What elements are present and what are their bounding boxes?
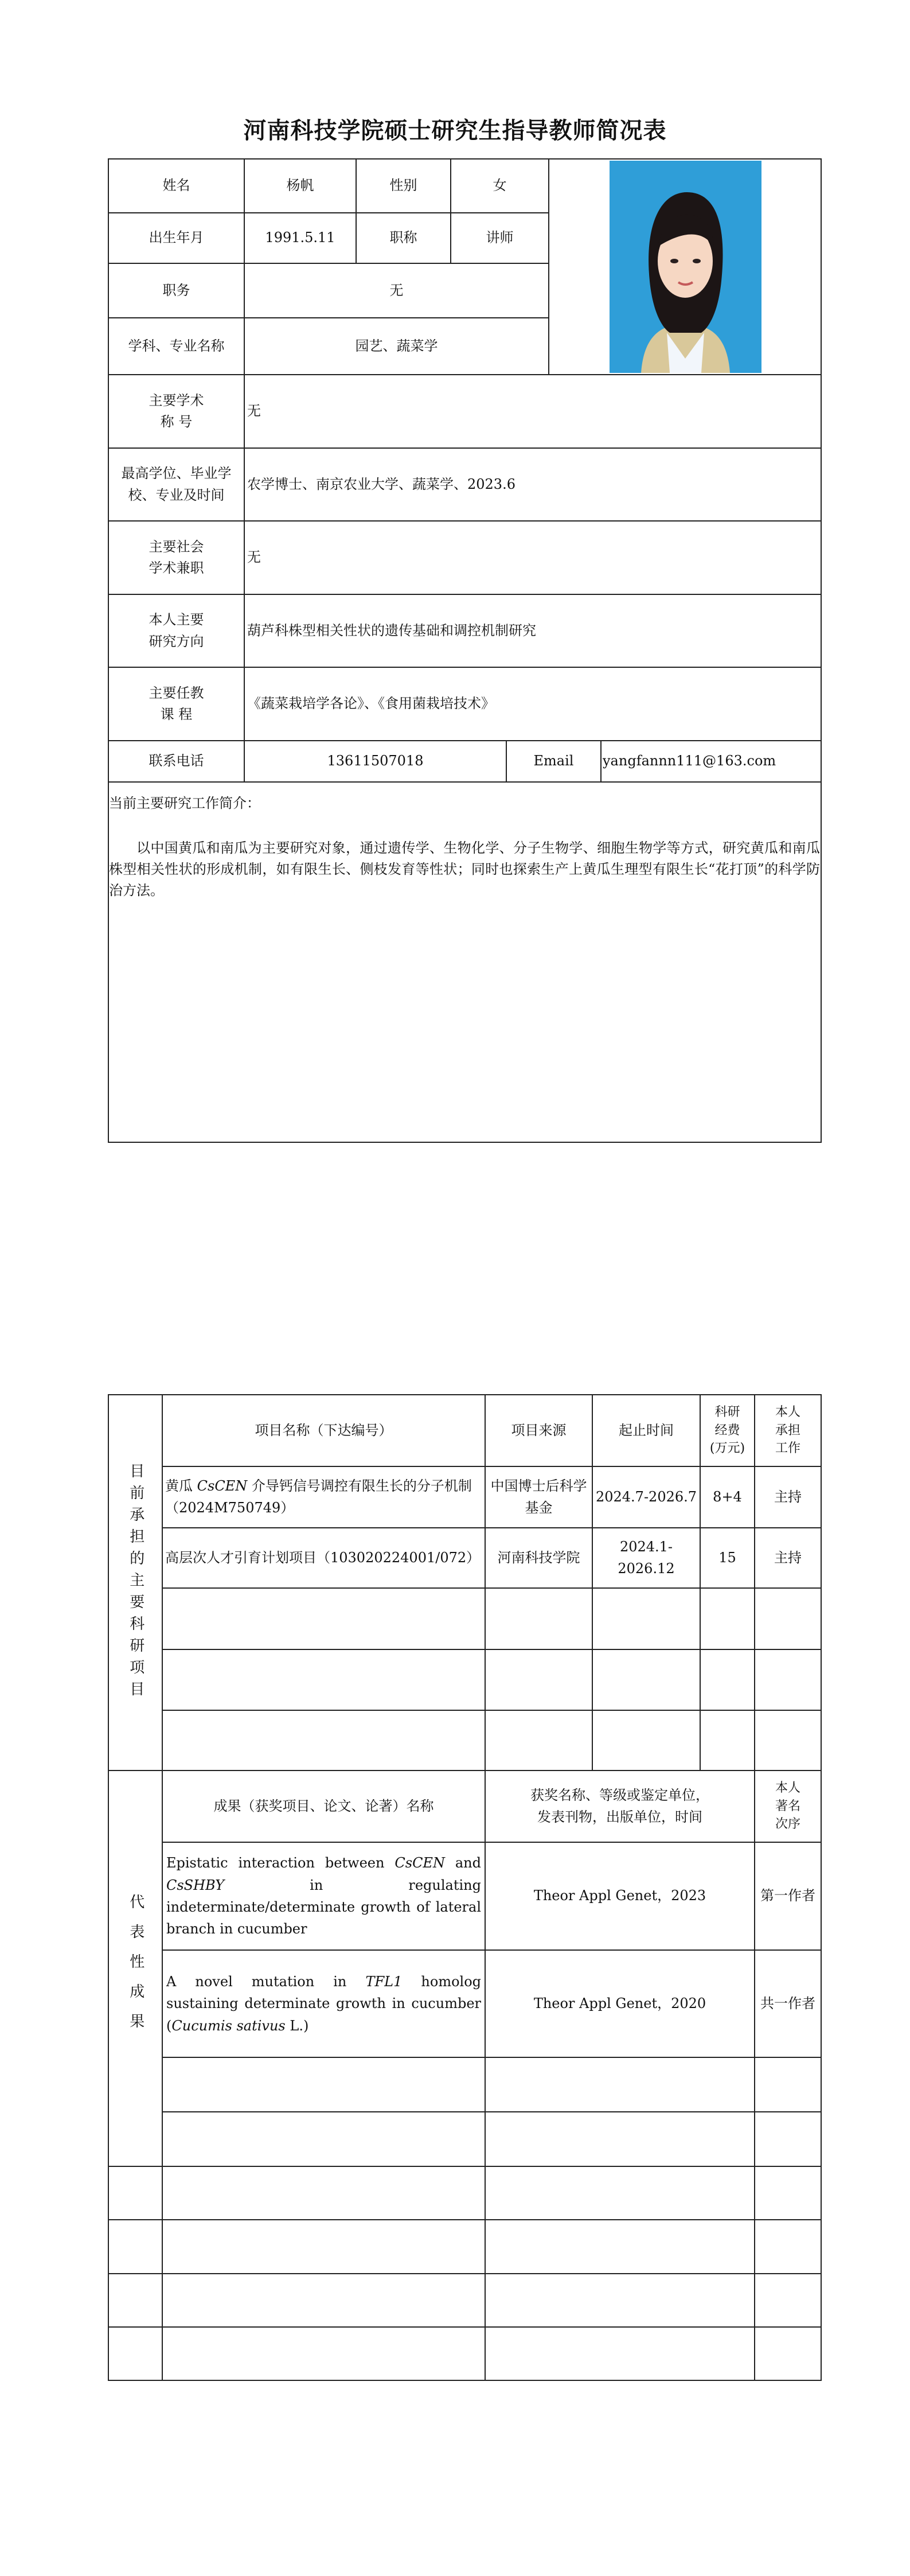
project-row-2-source: 河南科技学院 <box>497 1549 580 1566</box>
row-divider <box>162 2111 822 2112</box>
achievements-side-label-text: 代表性成果 <box>127 1894 144 2043</box>
achievement-title-text <box>166 1852 481 1940</box>
degree-label <box>109 449 244 520</box>
header-author-order <box>755 1771 821 1842</box>
discipline-label: 学科、专业名称 <box>128 337 225 354</box>
research-label-line2: 研究方向 <box>149 633 204 649</box>
project-row-1-funding: 8+4 <box>713 1488 742 1505</box>
courses-label <box>109 668 244 740</box>
honors-label <box>109 375 244 448</box>
row-divider <box>108 2219 822 2220</box>
project-row-1-source: 中国博士后科学基金 <box>490 1478 587 1516</box>
achievement-row-2-title <box>163 1951 485 2057</box>
social-label-line2: 学术兼职 <box>149 560 204 576</box>
projects-side-label-text: 目前承担的主要科研项目 <box>127 1462 144 1703</box>
row-divider <box>162 1649 822 1650</box>
degree-label-line2: 校、专业及时间 <box>128 487 225 503</box>
birth-value: 1991.5.11 <box>265 229 335 246</box>
projects-side-label <box>109 1395 162 1770</box>
achievement-title-text <box>166 1971 481 2037</box>
title-gene: CsSHBY <box>166 1877 225 1893</box>
phone-label: 联系电话 <box>149 753 204 769</box>
header-role-line3: 工作 <box>775 1441 800 1456</box>
phone-value: 13611507018 <box>327 753 424 769</box>
achievement-row-1-venue: Theor Appl Genet，2023 <box>533 1888 706 1904</box>
research-label <box>109 595 244 667</box>
degree-value: 农学博士、南京农业大学、蔬菜学、2023.6 <box>247 476 515 492</box>
title-gene: CsCEN <box>395 1855 445 1871</box>
header-role-line1: 本人 <box>775 1404 800 1419</box>
achievement-row-1-title <box>163 1843 485 1949</box>
name-label: 姓名 <box>162 177 190 194</box>
header-funding <box>701 1395 754 1466</box>
name-value: 杨帆 <box>286 177 314 194</box>
project-gene-name: CsCEN <box>197 1478 248 1495</box>
row-divider <box>108 2166 822 2167</box>
header-funding-line3: (万元) <box>709 1441 745 1456</box>
project-name-part: 介导钙信号调控有限生长的分子机制（2024M750749） <box>165 1478 472 1516</box>
header-funding-line1: 科研 <box>714 1404 740 1419</box>
honors-label-line1: 主要学术 <box>149 392 204 408</box>
achievement-row-2-venue: Theor Appl Genet，2020 <box>533 1995 706 2011</box>
title-part: A novel mutation in <box>166 1973 366 1990</box>
document-title: 河南科技学院硕士研究生指导教师简况表 <box>243 118 667 144</box>
project-row-2-period: 2024.1-2026.12 <box>618 1539 675 1577</box>
gender-value: 女 <box>493 177 507 194</box>
gender-label: 性别 <box>389 177 417 194</box>
summary-body: 以中国黄瓜和南瓜为主要研究对象，通过遗传学、生物化学、分子生物学、细胞生物学等方式，研究黄瓜和南瓜株型相关性状的形成机制，如有限生长、侧枝发育等性状；同时也探索生产上黄瓜生理型有限生长“花打顶”的科学防治方法。 <box>109 840 820 899</box>
col-divider <box>548 158 549 374</box>
courses-value: 《蔬菜栽培学各论》、《食用菌栽培技术》 <box>247 695 495 712</box>
header-project-period: 起止时间 <box>619 1422 674 1438</box>
position-value: 无 <box>389 282 404 298</box>
research-value: 葫芦科株型相关性状的遗传基础和调控机制研究 <box>247 622 536 639</box>
project-row-2-funding: 15 <box>718 1549 736 1566</box>
email-label: Email <box>533 753 574 769</box>
project-row-1-role: 主持 <box>774 1488 802 1505</box>
header-achievement-venue <box>486 1771 754 1842</box>
row-divider <box>162 2057 822 2058</box>
social-value: 无 <box>247 549 261 566</box>
courses-label-line2: 课 程 <box>160 706 193 722</box>
title-part: and <box>444 1855 481 1871</box>
portrait-icon <box>610 161 761 373</box>
header-achievement-name: 成果（获奖项目、论文、论著）名称 <box>213 1797 434 1814</box>
research-label-line1: 本人主要 <box>149 612 204 628</box>
header-order-line3: 次序 <box>775 1817 800 1832</box>
title-gene: TFL1 <box>365 1973 403 1990</box>
header-venue-line1: 获奖名称、等级或鉴定单位， <box>530 1787 709 1804</box>
position-label: 职务 <box>162 282 190 298</box>
rank-label: 职称 <box>389 229 417 246</box>
project-name-text: 高层次人才引育计划项目（103020224001/072） <box>165 1549 481 1566</box>
header-project-source: 项目来源 <box>511 1422 567 1438</box>
header-funding-line2: 经费 <box>714 1423 740 1438</box>
row-divider <box>108 2326 822 2328</box>
project-row-2-name <box>163 1528 485 1587</box>
header-role-line2: 承担 <box>775 1423 800 1438</box>
row-divider <box>162 1710 822 1711</box>
achievement-row-1-order: 第一作者 <box>760 1888 815 1904</box>
row-divider <box>108 2273 822 2274</box>
achievements-side-label <box>109 1771 162 2166</box>
title-species: Cucumis sativus <box>171 2017 286 2034</box>
row-divider <box>162 1587 822 1589</box>
discipline-value: 园艺、蔬菜学 <box>355 337 438 354</box>
achievement-row-2-order: 共一作者 <box>760 1995 815 2011</box>
social-label <box>109 522 244 594</box>
birth-label: 出生年月 <box>149 229 204 246</box>
title-part: Epistatic interaction between <box>166 1855 395 1871</box>
email-value: yangfannn111@163.com <box>603 753 776 769</box>
project-name-part: 黄瓜 <box>165 1478 197 1495</box>
honors-label-line2: 称 号 <box>160 414 193 430</box>
project-row-1-period: 2024.7-2026.7 <box>595 1488 697 1505</box>
header-order-line2: 著名 <box>775 1799 800 1814</box>
courses-label-line1: 主要任教 <box>149 684 204 701</box>
summary-heading: 当前主要研究工作简介： <box>109 795 260 811</box>
project-row-2-role: 主持 <box>774 1549 802 1566</box>
title-part: homolog sustaining determinate growth in cucumber ( <box>166 1973 482 2034</box>
title-part: L.) <box>285 2017 309 2034</box>
header-venue-line2: 发表刊物，出版单位，时间 <box>537 1808 702 1825</box>
header-order-line1: 本人 <box>775 1780 800 1795</box>
row-divider <box>108 781 822 783</box>
social-label-line1: 主要社会 <box>149 538 204 555</box>
header-role <box>755 1395 821 1466</box>
rank-value: 讲师 <box>486 229 514 246</box>
person-portrait-photo <box>610 161 761 373</box>
title-part: in regulating indeterminate/determinate growth of lateral branch in cucumber <box>166 1877 481 1937</box>
project-row-1-name <box>163 1467 485 1527</box>
honors-value: 无 <box>247 403 261 419</box>
header-project-name: 项目名称（下达编号） <box>255 1422 393 1438</box>
degree-label-line1: 最高学位、毕业学 <box>121 465 232 482</box>
project-name-text <box>165 1476 485 1518</box>
